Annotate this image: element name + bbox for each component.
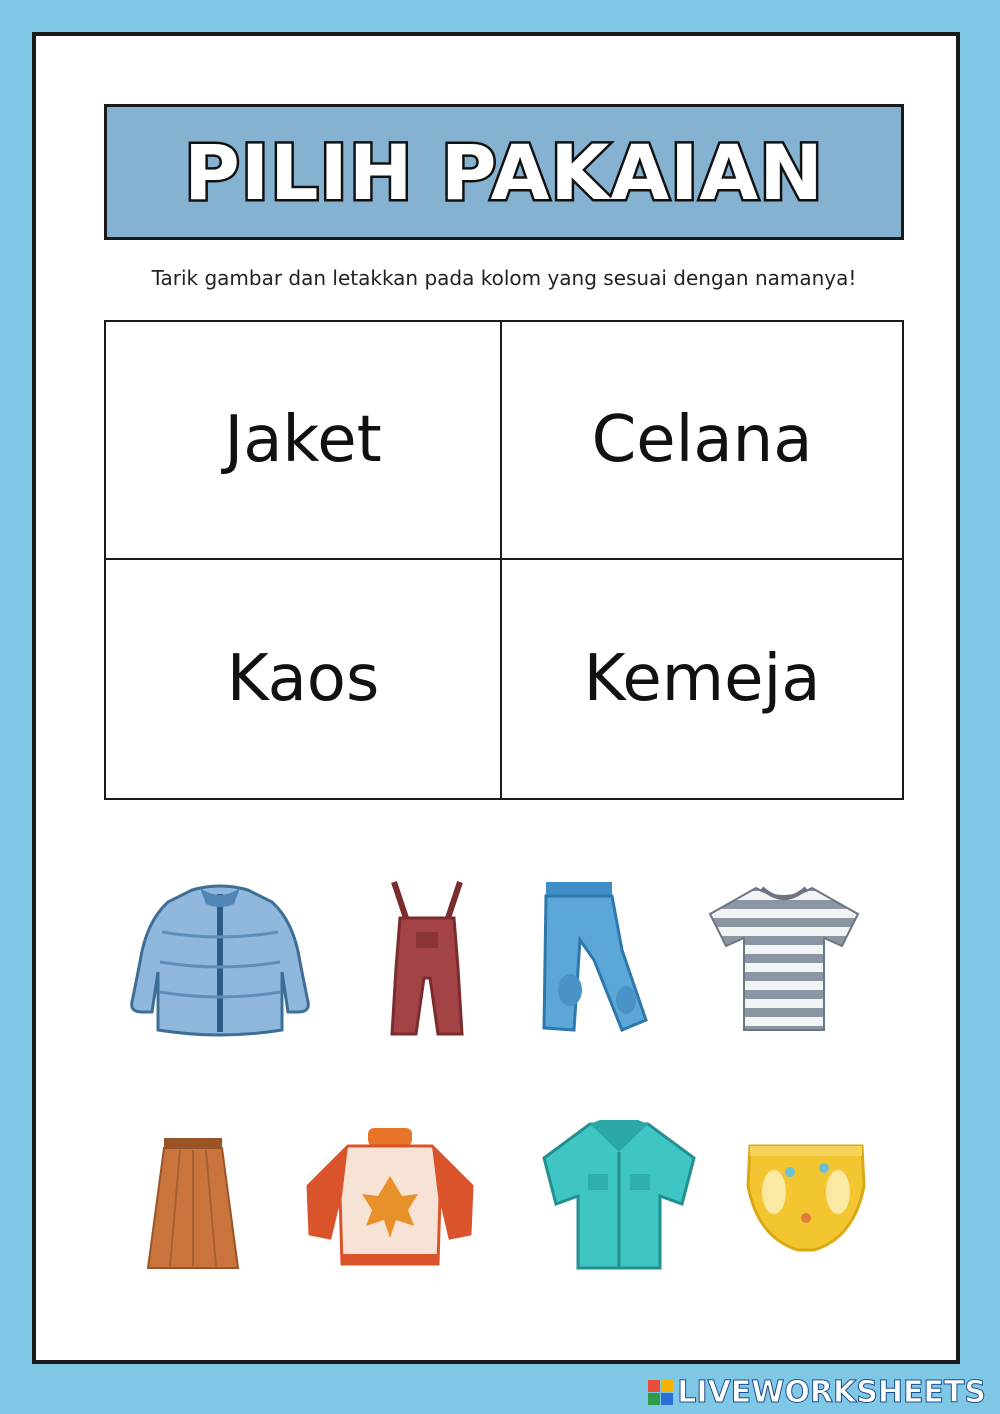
draggable-shirt[interactable] — [534, 1118, 704, 1272]
draggable-striped-tshirt[interactable] — [706, 882, 862, 1034]
draggable-sweater[interactable] — [302, 1126, 478, 1274]
instruction-text: Tarik gambar dan letakkan pada kolom yang sesuai dengan namanya! — [151, 266, 857, 290]
puffer-jacket-icon — [122, 882, 318, 1040]
liveworksheets-logo — [648, 1375, 986, 1410]
draggable-puffer-jacket[interactable] — [122, 882, 318, 1040]
drop-zone-label: Celana — [591, 403, 813, 477]
drop-zone-label: Kaos — [226, 642, 380, 716]
drop-zone-jaket[interactable] — [106, 322, 502, 560]
title-banner — [104, 104, 904, 240]
skirt-icon — [144, 1136, 242, 1272]
drop-zone-kemeja[interactable] — [502, 560, 902, 798]
page-title: PILIH PAKAIAN — [184, 127, 824, 217]
brand-name: LIVEWORKSHEETS — [677, 1375, 986, 1410]
drop-zone-grid — [104, 320, 904, 800]
jeans-icon — [540, 880, 650, 1036]
drop-zone-celana[interactable] — [502, 322, 902, 560]
overalls-icon — [382, 878, 472, 1038]
diaper-icon — [744, 1142, 868, 1254]
drop-zone-label: Kemeja — [583, 642, 821, 716]
drop-zone-kaos[interactable] — [106, 560, 502, 798]
draggable-jeans[interactable] — [540, 880, 650, 1036]
shirt-icon — [534, 1118, 704, 1272]
draggable-overalls[interactable] — [382, 878, 472, 1038]
draggable-diaper[interactable] — [744, 1142, 868, 1254]
sweater-icon — [302, 1126, 478, 1274]
worksheet-page — [32, 32, 960, 1364]
draggable-skirt[interactable] — [144, 1136, 242, 1272]
brand-badge-icon — [648, 1380, 673, 1405]
drop-zone-label: Jaket — [224, 403, 382, 477]
striped-tshirt-icon — [706, 882, 862, 1034]
